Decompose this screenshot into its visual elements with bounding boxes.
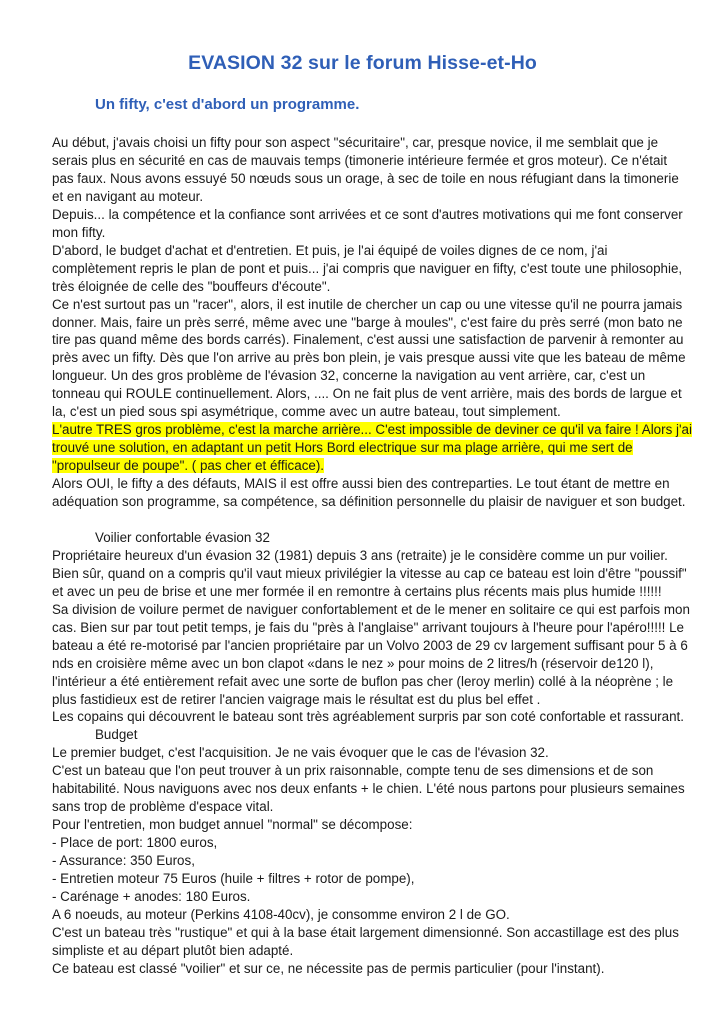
paragraph: Depuis... la compétence et la confiance sont arrivées et ce sont d'autres motivations qui me font conserver mon fifty. <box>52 206 683 240</box>
paragraph: C'est un bateau que l'on peut trouver à un prix raisonnable, compte tenu de ses dimensions et de son habitabilité. Nous naviguons avec nos deux enfants + le chien. L'été nous partons pour plusieurs semaines sans trop de problème d'espace vital. <box>52 763 685 815</box>
list-item: - Entretien moteur 75 Euros (huile + filtres + rotor de pompe), <box>52 871 415 887</box>
paragraph: Ce bateau est classé "voilier" et sur ce, ne nécessite pas de permis particulier (pour l'instant). <box>52 960 605 976</box>
paragraph: C'est un bateau très "rustique" et qui à la base était largement dimensionné. Son accastillage est des plus simpliste et au départ plutôt bien adapté. <box>52 924 679 958</box>
paragraph: Pour l'entretien, mon budget annuel "normal" se décompose: <box>52 817 413 833</box>
page-title: EVASION 32 sur le forum Hisse-et-Ho <box>188 52 537 74</box>
paragraph: Ce n'est surtout pas un "racer", alors, il est inutile de chercher un cap ou une vitesse qu'il ne pourra jamais donner. Mais, faire un près serré, même avec une "barge à moules", c'est faire du près serré (mon bato ne tire pas quand même des bords carrés). Finalement, c'est aussi une satisfaction de parvenir à remonter au près avec un fifty. Dès que l'on arrive au près bon plein, je vais presque aussi vite que les bateau de même longueur. Un des gros problème de l'évasion 32, concerne la navigation au vent arrière, car, c'est un tonneau qui ROULE continuellement. Alors, .... On ne fait plus de vent arrière, mais des bords de largue et la, c'est un pied sous spi asymétrique, comme avec un autre bateau, tout simplement. <box>52 296 686 420</box>
paragraph: A 6 noeuds, au moteur (Perkins 4108-40cv), je consomme environ 2 l de GO. <box>52 906 510 922</box>
paragraph: Les copains qui découvrent le bateau sont très agréablement surpris par son coté confortable et rassurant. <box>52 709 684 725</box>
highlighted-paragraph <box>52 421 692 475</box>
section-heading: Voilier confortable évasion 32 <box>95 529 270 545</box>
highlight-text: L'autre TRES gros problème, c'est la marche arrière... C'est impossible de deviner ce qu'il va faire ! Alors j'ai trouvé une solution, en adaptant un petit Hors Bord electrique sur ma plage arrière, qui me sert de "propulseur de poupe". ( pas cher et éfficace). <box>52 422 692 474</box>
blank-line <box>52 511 692 529</box>
paragraph: D'abord, le budget d'achat et d'entretien. Et puis, je l'ai équipé de voiles dignes de ce nom, j'ai complètement repris le plan de pont et puis... j'ai compris que naviguer en fifty, c'est toute une philosophie, très éloignée de celle des "bouffeurs d'écoute". <box>52 242 683 294</box>
paragraph: Au début, j'avais choisi un fifty pour son aspect "sécuritaire", car, presque novice, il me semblait que je serais plus en sécurité en cas de mauvais temps (timonerie intérieure fermée et gros moteur). Ce n'était pas faux. Nous avons essuyé 50 nœuds sous un orage, à sec de toile en nous réfugiant dans la timonerie et en navigant au moteur. <box>52 135 679 204</box>
paragraph: Alors OUI, le fifty a des défauts, MAIS il est offre aussi bien des contreparties. Le tout étant de mettre en adéquation son programme, sa compétence, sa définition personnelle du plaisir de naviguer et son budget. <box>52 476 686 510</box>
paragraph: Propriétaire heureux d'un évasion 32 (1981) depuis 3 ans (retraite) je le considère comme un pur voilier. Bien sûr, quand on a compris qu'il vaut mieux privilégier la vitesse au cap ce bateau est loin d'être "poussif" et avec un peu de brise et une mer formée il en remontre à certains plus récents mais plus humide !!!!!! <box>52 547 687 599</box>
paragraph: Sa division de voilure permet de naviguer confortablement et de le mener en solitaire ce qui est parfois mon cas. Bien sur par tout petit temps, je fais du "près à l'anglaise" arrivant toujours à l'heure pour l'apéro!!!!! Le bateau a été re-motorisé par l'ancien propriétaire par un Volvo 2003 de 29 cv largement suffisant pour 5 à 6 nds en croisière même avec un bon clapot «dans le nez » pour moins de 2 litres/h (réservoir de120 l), l'intérieur a été entièrement refait avec une sorte de buflon pas cher (leroy merlin) collé à la néoprène ; le plus fastidieux est de retirer l'ancien vaigrage mais le résultat est du plus bel effet . <box>52 601 690 707</box>
page-subtitle: Un fifty, c'est d'abord un programme. <box>95 96 360 113</box>
document-body <box>52 134 692 978</box>
list-item: - Assurance: 350 Euros, <box>52 853 195 869</box>
list-item: - Place de port: 1800 euros, <box>52 835 218 851</box>
paragraph: Le premier budget, c'est l'acquisition. Je ne vais évoquer que le cas de l'évasion 32. <box>52 745 549 761</box>
section-heading: Budget <box>95 727 138 743</box>
list-item: - Carénage + anodes: 180 Euros. <box>52 889 251 905</box>
